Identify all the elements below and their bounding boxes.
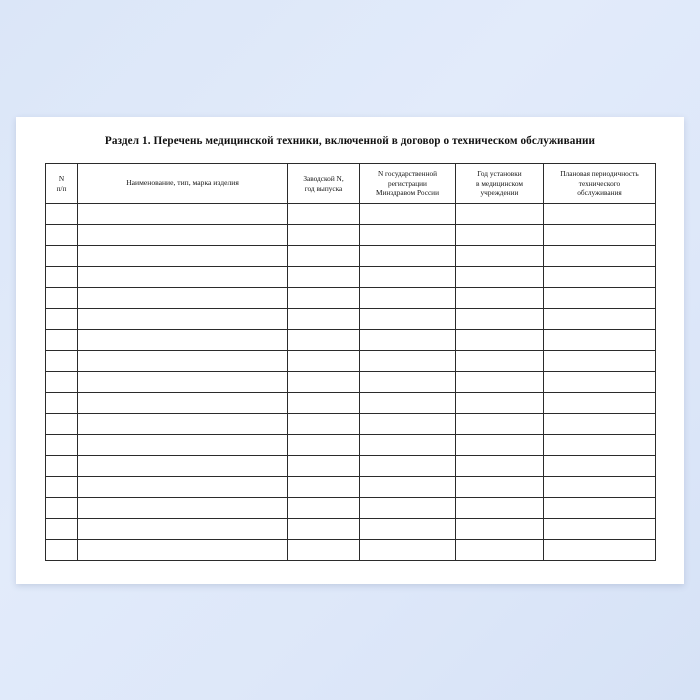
table-cell[interactable]	[544, 309, 656, 330]
table-row	[46, 288, 656, 309]
table-row	[46, 435, 656, 456]
table-row	[46, 204, 656, 225]
table-row	[46, 414, 656, 435]
table-cell[interactable]	[288, 330, 360, 351]
column-header-serial-year-line-2: год выпуска	[304, 183, 343, 193]
table-row	[46, 372, 656, 393]
table-cell[interactable]	[544, 372, 656, 393]
table-cell[interactable]	[456, 309, 544, 330]
table-cell[interactable]	[46, 435, 78, 456]
column-header-product-name	[78, 164, 288, 204]
column-header-number-line-1: N	[58, 173, 65, 183]
table-cell[interactable]	[360, 351, 456, 372]
table-cell[interactable]	[360, 330, 456, 351]
table-cell[interactable]	[78, 393, 288, 414]
table-cell[interactable]	[360, 477, 456, 498]
table-cell[interactable]	[78, 519, 288, 540]
column-header-install-year	[456, 164, 544, 204]
table-cell[interactable]	[360, 246, 456, 267]
table-cell[interactable]	[288, 309, 360, 330]
table-cell[interactable]	[78, 372, 288, 393]
table-row	[46, 351, 656, 372]
table-cell[interactable]	[360, 540, 456, 561]
table-row	[46, 267, 656, 288]
table-cell[interactable]	[288, 204, 360, 225]
equipment-table-container	[45, 163, 655, 561]
table-cell[interactable]	[456, 204, 544, 225]
table-cell[interactable]	[544, 330, 656, 351]
table-cell[interactable]	[288, 477, 360, 498]
column-header-maintenance-period-line-3: обслуживания	[577, 188, 622, 198]
table-cell[interactable]	[544, 519, 656, 540]
column-header-registration-number	[360, 164, 456, 204]
column-header-maintenance-period-line-1: Плановая периодичность	[560, 169, 639, 179]
column-header-number	[46, 164, 78, 204]
table-cell[interactable]	[288, 351, 360, 372]
table-cell[interactable]	[544, 351, 656, 372]
column-header-maintenance-period-line-2: технического	[578, 178, 621, 188]
table-cell[interactable]	[544, 477, 656, 498]
table-cell[interactable]	[46, 456, 78, 477]
column-header-install-year-line-1: Год установки	[477, 169, 522, 179]
table-cell[interactable]	[360, 519, 456, 540]
table-cell[interactable]	[360, 456, 456, 477]
table-row	[46, 519, 656, 540]
table-cell[interactable]	[544, 246, 656, 267]
page-title: Раздел 1. Перечень медицинской техники, включенной в договор о техническом обслуживании	[104, 135, 596, 147]
table-cell[interactable]	[360, 288, 456, 309]
table-cell[interactable]	[456, 477, 544, 498]
table-body	[46, 204, 656, 561]
table-cell[interactable]	[456, 351, 544, 372]
table-cell[interactable]	[360, 225, 456, 246]
table-row	[46, 477, 656, 498]
table-cell[interactable]	[46, 519, 78, 540]
table-cell[interactable]	[456, 372, 544, 393]
table-cell[interactable]	[78, 225, 288, 246]
table-cell[interactable]	[46, 225, 78, 246]
table-cell[interactable]	[456, 519, 544, 540]
table-cell[interactable]	[456, 540, 544, 561]
table-cell[interactable]	[544, 267, 656, 288]
table-row	[46, 246, 656, 267]
table-cell[interactable]	[456, 225, 544, 246]
table-cell[interactable]	[78, 498, 288, 519]
table-cell[interactable]	[46, 288, 78, 309]
table-cell[interactable]	[78, 456, 288, 477]
table-cell[interactable]	[360, 309, 456, 330]
table-cell[interactable]	[360, 267, 456, 288]
table-cell[interactable]	[78, 435, 288, 456]
column-header-number-line-2: п/п	[56, 183, 67, 193]
table-cell[interactable]	[46, 498, 78, 519]
table-cell[interactable]	[288, 246, 360, 267]
table-cell[interactable]	[78, 246, 288, 267]
table-cell[interactable]	[78, 267, 288, 288]
table-cell[interactable]	[544, 414, 656, 435]
table-cell[interactable]	[78, 414, 288, 435]
table-cell[interactable]	[46, 309, 78, 330]
table-row	[46, 540, 656, 561]
table-cell[interactable]	[288, 498, 360, 519]
table-cell[interactable]	[360, 414, 456, 435]
table-cell[interactable]	[78, 477, 288, 498]
table-cell[interactable]	[78, 309, 288, 330]
table-cell[interactable]	[456, 435, 544, 456]
table-cell[interactable]	[456, 330, 544, 351]
table-cell[interactable]	[544, 393, 656, 414]
table-cell[interactable]	[288, 372, 360, 393]
column-header-registration-number-line-3: Минздравом России	[376, 188, 439, 198]
table-cell[interactable]	[544, 435, 656, 456]
table-cell[interactable]	[544, 204, 656, 225]
table-cell[interactable]	[288, 267, 360, 288]
table-cell[interactable]	[288, 414, 360, 435]
table-row	[46, 309, 656, 330]
table-cell[interactable]	[78, 204, 288, 225]
table-cell[interactable]	[288, 540, 360, 561]
table-cell[interactable]	[46, 204, 78, 225]
table-header-row	[46, 164, 656, 204]
table-cell[interactable]	[288, 519, 360, 540]
table-cell[interactable]	[78, 351, 288, 372]
table-row	[46, 456, 656, 477]
table-cell[interactable]	[46, 540, 78, 561]
table-cell[interactable]	[46, 372, 78, 393]
table-cell[interactable]	[544, 498, 656, 519]
table-cell[interactable]	[456, 414, 544, 435]
table-cell[interactable]	[456, 267, 544, 288]
table-cell[interactable]	[360, 435, 456, 456]
table-cell[interactable]	[544, 540, 656, 561]
column-header-serial-year	[288, 164, 360, 204]
table-cell[interactable]	[78, 540, 288, 561]
table-cell[interactable]	[46, 477, 78, 498]
table-cell[interactable]	[544, 456, 656, 477]
table-cell[interactable]	[78, 288, 288, 309]
column-header-install-year-line-2: в медицинском	[476, 178, 523, 188]
table-cell[interactable]	[360, 372, 456, 393]
table-cell[interactable]	[46, 246, 78, 267]
table-cell[interactable]	[456, 393, 544, 414]
table-cell[interactable]	[544, 288, 656, 309]
table-cell[interactable]	[544, 225, 656, 246]
table-cell[interactable]	[288, 225, 360, 246]
table-cell[interactable]	[46, 414, 78, 435]
column-header-install-year-line-3: учреждении	[480, 188, 519, 198]
table-row	[46, 498, 656, 519]
column-header-registration-number-line-2: регистрации	[388, 178, 427, 188]
column-header-maintenance-period	[544, 164, 656, 204]
table-cell[interactable]	[456, 498, 544, 519]
table-cell[interactable]	[46, 393, 78, 414]
table-cell[interactable]	[46, 351, 78, 372]
table-row	[46, 330, 656, 351]
table-cell[interactable]	[288, 288, 360, 309]
table-cell[interactable]	[288, 456, 360, 477]
table-row	[46, 225, 656, 246]
table-row	[46, 393, 656, 414]
table-cell[interactable]	[456, 288, 544, 309]
table-cell[interactable]	[456, 246, 544, 267]
table-cell[interactable]	[46, 267, 78, 288]
table-cell[interactable]	[46, 330, 78, 351]
table-header	[46, 164, 656, 204]
table-cell[interactable]	[288, 435, 360, 456]
column-header-serial-year-line-1: Заводской N,	[303, 173, 344, 183]
equipment-table	[45, 163, 656, 561]
column-header-product-name-line-1: Наименование, тип, марка изделия	[126, 178, 239, 188]
table-cell[interactable]	[360, 393, 456, 414]
column-header-registration-number-line-1: N государственной	[377, 169, 438, 179]
table-cell[interactable]	[288, 393, 360, 414]
table-cell[interactable]	[78, 330, 288, 351]
table-cell[interactable]	[360, 204, 456, 225]
table-cell[interactable]	[360, 498, 456, 519]
document-sheet	[16, 117, 684, 584]
table-cell[interactable]	[456, 456, 544, 477]
